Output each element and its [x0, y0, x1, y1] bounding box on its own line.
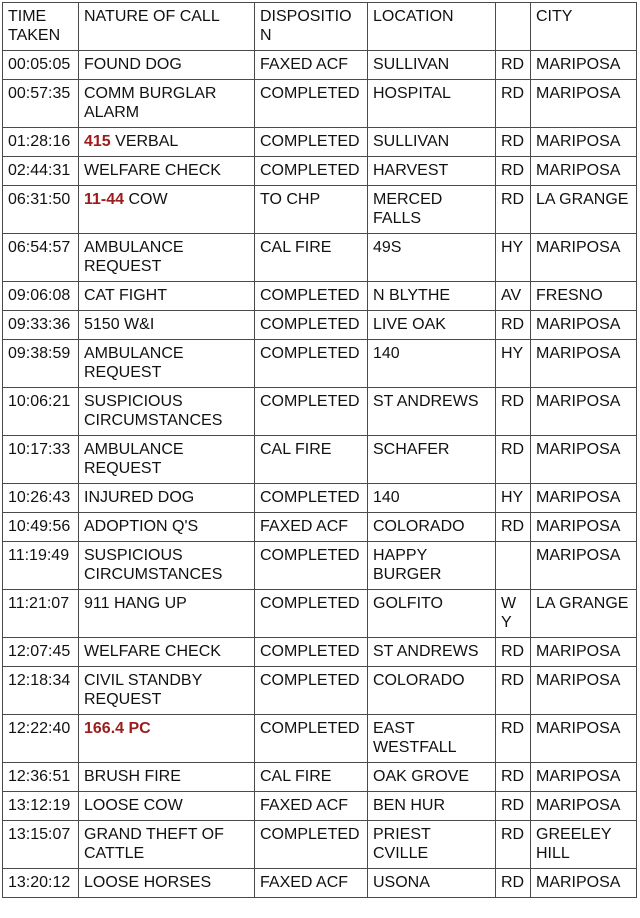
call-code: 166.4 PC: [84, 720, 151, 737]
cell-location: 140: [368, 340, 496, 388]
cell-time-taken: 10:06:21: [3, 388, 79, 436]
cell-nature-of-call: [79, 128, 255, 157]
table-row: [3, 638, 637, 667]
cell-location: MERCED FALLS: [368, 186, 496, 234]
cell-location: HOSPITAL: [368, 80, 496, 128]
cell-disposition: COMPLETED: [255, 590, 368, 638]
cell-location: SULLIVAN: [368, 128, 496, 157]
cell-nature-of-call: [79, 436, 255, 484]
cell-time-taken: 09:38:59: [3, 340, 79, 388]
cell-time-taken: 12:36:51: [3, 763, 79, 792]
cell-street-suffix: RD: [496, 763, 531, 792]
cell-location: USONA: [368, 869, 496, 898]
cell-time-taken: 12:22:40: [3, 715, 79, 763]
table-row: [3, 388, 637, 436]
call-description: 911 HANG UP: [84, 595, 187, 612]
cell-time-taken: 11:19:49: [3, 542, 79, 590]
table-row: [3, 282, 637, 311]
call-description: COW: [124, 191, 168, 208]
cell-disposition: COMPLETED: [255, 821, 368, 869]
table-row: [3, 667, 637, 715]
call-code: 11-44: [84, 191, 125, 208]
cell-time-taken: 00:05:05: [3, 51, 79, 80]
call-description: COMM BURGLAR ALARM: [84, 85, 217, 121]
cell-street-suffix: AV: [496, 282, 531, 311]
cell-disposition: FAXED ACF: [255, 869, 368, 898]
cell-street-suffix: RD: [496, 157, 531, 186]
cell-street-suffix: HY: [496, 484, 531, 513]
cell-nature-of-call: [79, 282, 255, 311]
cell-nature-of-call: [79, 792, 255, 821]
call-description: ADOPTION Q'S: [84, 518, 199, 535]
cell-disposition: COMPLETED: [255, 388, 368, 436]
cell-disposition: CAL FIRE: [255, 234, 368, 282]
cell-disposition: COMPLETED: [255, 80, 368, 128]
call-description: WELFARE CHECK: [84, 643, 221, 660]
cell-nature-of-call: [79, 715, 255, 763]
table-row: [3, 869, 637, 898]
cell-nature-of-call: [79, 638, 255, 667]
cell-nature-of-call: [79, 80, 255, 128]
cell-street-suffix: HY: [496, 340, 531, 388]
cell-time-taken: 10:49:56: [3, 513, 79, 542]
cell-street-suffix: HY: [496, 234, 531, 282]
cell-nature-of-call: [79, 484, 255, 513]
cell-location: COLORADO: [368, 667, 496, 715]
cell-city: MARIPOSA: [531, 715, 637, 763]
cell-disposition: CAL FIRE: [255, 436, 368, 484]
cell-nature-of-call: [79, 542, 255, 590]
cell-nature-of-call: [79, 186, 255, 234]
cell-city: MARIPOSA: [531, 388, 637, 436]
cell-nature-of-call: [79, 667, 255, 715]
cell-location: HAPPY BURGER: [368, 542, 496, 590]
cell-nature-of-call: [79, 821, 255, 869]
cell-disposition: COMPLETED: [255, 157, 368, 186]
cell-location: OAK GROVE: [368, 763, 496, 792]
call-description: AMBULANCE REQUEST: [84, 239, 184, 275]
cell-location: 140: [368, 484, 496, 513]
cell-location: LIVE OAK: [368, 311, 496, 340]
cell-city: MARIPOSA: [531, 340, 637, 388]
table-row: [3, 128, 637, 157]
cell-city: MARIPOSA: [531, 667, 637, 715]
cell-nature-of-call: [79, 869, 255, 898]
cell-city: MARIPOSA: [531, 157, 637, 186]
call-description: CAT FIGHT: [84, 287, 167, 304]
table-row: [3, 186, 637, 234]
cell-location: BEN HUR: [368, 792, 496, 821]
header-location: LOCATION: [368, 3, 496, 51]
header-time-taken: TIME TAKEN: [3, 3, 79, 51]
header-disposition: DISPOSITION: [255, 3, 368, 51]
cell-street-suffix: RD: [496, 388, 531, 436]
call-description: FOUND DOG: [84, 56, 182, 73]
cell-street-suffix: RD: [496, 715, 531, 763]
cell-disposition: COMPLETED: [255, 542, 368, 590]
cell-city: FRESNO: [531, 282, 637, 311]
cell-nature-of-call: [79, 51, 255, 80]
cell-time-taken: 10:26:43: [3, 484, 79, 513]
cell-time-taken: 02:44:31: [3, 157, 79, 186]
table-row: [3, 763, 637, 792]
cell-location: COLORADO: [368, 513, 496, 542]
cell-nature-of-call: [79, 513, 255, 542]
cell-time-taken: 13:15:07: [3, 821, 79, 869]
cell-disposition: FAXED ACF: [255, 51, 368, 80]
table-row: [3, 157, 637, 186]
cell-time-taken: 13:20:12: [3, 869, 79, 898]
table-row: [3, 340, 637, 388]
cell-location: GOLFITO: [368, 590, 496, 638]
cell-disposition: COMPLETED: [255, 311, 368, 340]
cell-nature-of-call: [79, 590, 255, 638]
cell-city: MARIPOSA: [531, 484, 637, 513]
table-row: [3, 590, 637, 638]
table-row: [3, 821, 637, 869]
cell-street-suffix: RD: [496, 128, 531, 157]
table-row: [3, 715, 637, 763]
cell-location: ST ANDREWS: [368, 638, 496, 667]
cell-time-taken: 00:57:35: [3, 80, 79, 128]
cell-disposition: FAXED ACF: [255, 513, 368, 542]
cell-street-suffix: WY: [496, 590, 531, 638]
cell-nature-of-call: [79, 388, 255, 436]
cell-disposition: COMPLETED: [255, 638, 368, 667]
cell-nature-of-call: [79, 340, 255, 388]
cell-disposition: COMPLETED: [255, 128, 368, 157]
call-description: SUSPICIOUS CIRCUMSTANCES: [84, 393, 223, 429]
cell-location: EAST WESTFALL: [368, 715, 496, 763]
header-row: [3, 3, 637, 51]
cell-disposition: COMPLETED: [255, 484, 368, 513]
cell-street-suffix: RD: [496, 638, 531, 667]
cell-location: N BLYTHE: [368, 282, 496, 311]
header-city: CITY: [531, 3, 637, 51]
cell-city: MARIPOSA: [531, 51, 637, 80]
cell-disposition: COMPLETED: [255, 282, 368, 311]
cell-disposition: COMPLETED: [255, 667, 368, 715]
cell-city: MARIPOSA: [531, 80, 637, 128]
table-row: [3, 234, 637, 282]
table-row: [3, 51, 637, 80]
cell-city: MARIPOSA: [531, 513, 637, 542]
cell-city: MARIPOSA: [531, 869, 637, 898]
cell-time-taken: 10:17:33: [3, 436, 79, 484]
cell-street-suffix: RD: [496, 436, 531, 484]
cell-city: MARIPOSA: [531, 128, 637, 157]
cell-location: PRIEST CVILLE: [368, 821, 496, 869]
cell-city: MARIPOSA: [531, 638, 637, 667]
table-row: [3, 311, 637, 340]
cell-street-suffix: RD: [496, 186, 531, 234]
call-description: INJURED DOG: [84, 489, 195, 506]
cell-time-taken: 13:12:19: [3, 792, 79, 821]
cell-city: MARIPOSA: [531, 542, 637, 590]
cell-city: MARIPOSA: [531, 763, 637, 792]
header-street-suffix: [496, 3, 531, 51]
cell-city: MARIPOSA: [531, 436, 637, 484]
cell-disposition: COMPLETED: [255, 715, 368, 763]
call-description: GRAND THEFT OF CATTLE: [84, 826, 224, 862]
cell-city: LA GRANGE: [531, 186, 637, 234]
call-description: LOOSE COW: [84, 797, 183, 814]
cell-disposition: CAL FIRE: [255, 763, 368, 792]
call-code: 415: [84, 133, 111, 150]
cell-street-suffix: [496, 542, 531, 590]
cell-location: 49S: [368, 234, 496, 282]
table-row: [3, 542, 637, 590]
cell-time-taken: 01:28:16: [3, 128, 79, 157]
cell-nature-of-call: [79, 234, 255, 282]
cell-street-suffix: RD: [496, 311, 531, 340]
cell-location: ST ANDREWS: [368, 388, 496, 436]
cell-street-suffix: RD: [496, 51, 531, 80]
table-row: [3, 792, 637, 821]
call-description: SUSPICIOUS CIRCUMSTANCES: [84, 547, 223, 583]
cell-location: HARVEST: [368, 157, 496, 186]
cell-location: SULLIVAN: [368, 51, 496, 80]
cell-time-taken: 09:33:36: [3, 311, 79, 340]
table-row: [3, 80, 637, 128]
cell-time-taken: 11:21:07: [3, 590, 79, 638]
cell-street-suffix: RD: [496, 792, 531, 821]
cell-street-suffix: RD: [496, 869, 531, 898]
cell-street-suffix: RD: [496, 513, 531, 542]
call-description: BRUSH FIRE: [84, 768, 181, 785]
cell-city: LA GRANGE: [531, 590, 637, 638]
cell-city: MARIPOSA: [531, 311, 637, 340]
call-log-body: [3, 51, 637, 898]
table-row: [3, 436, 637, 484]
cell-city: GREELEY HILL: [531, 821, 637, 869]
cell-time-taken: 09:06:08: [3, 282, 79, 311]
call-description: AMBULANCE REQUEST: [84, 441, 184, 477]
call-log-table: [2, 2, 637, 898]
cell-disposition: COMPLETED: [255, 340, 368, 388]
cell-time-taken: 06:31:50: [3, 186, 79, 234]
call-description: VERBAL: [110, 133, 179, 150]
call-description: LOOSE HORSES: [84, 874, 212, 891]
cell-disposition: FAXED ACF: [255, 792, 368, 821]
call-description: CIVIL STANDBY REQUEST: [84, 672, 202, 708]
cell-time-taken: 12:07:45: [3, 638, 79, 667]
table-row: [3, 484, 637, 513]
table-row: [3, 513, 637, 542]
cell-nature-of-call: [79, 311, 255, 340]
call-description: 5150 W&I: [84, 316, 155, 333]
cell-time-taken: 12:18:34: [3, 667, 79, 715]
cell-city: MARIPOSA: [531, 234, 637, 282]
cell-city: MARIPOSA: [531, 792, 637, 821]
cell-disposition: TO CHP: [255, 186, 368, 234]
cell-location: SCHAFER: [368, 436, 496, 484]
cell-street-suffix: RD: [496, 821, 531, 869]
call-description: AMBULANCE REQUEST: [84, 345, 184, 381]
cell-nature-of-call: [79, 763, 255, 792]
cell-nature-of-call: [79, 157, 255, 186]
header-nature-of-call: NATURE OF CALL: [79, 3, 255, 51]
call-description: WELFARE CHECK: [84, 162, 221, 179]
cell-time-taken: 06:54:57: [3, 234, 79, 282]
cell-street-suffix: RD: [496, 80, 531, 128]
cell-street-suffix: RD: [496, 667, 531, 715]
